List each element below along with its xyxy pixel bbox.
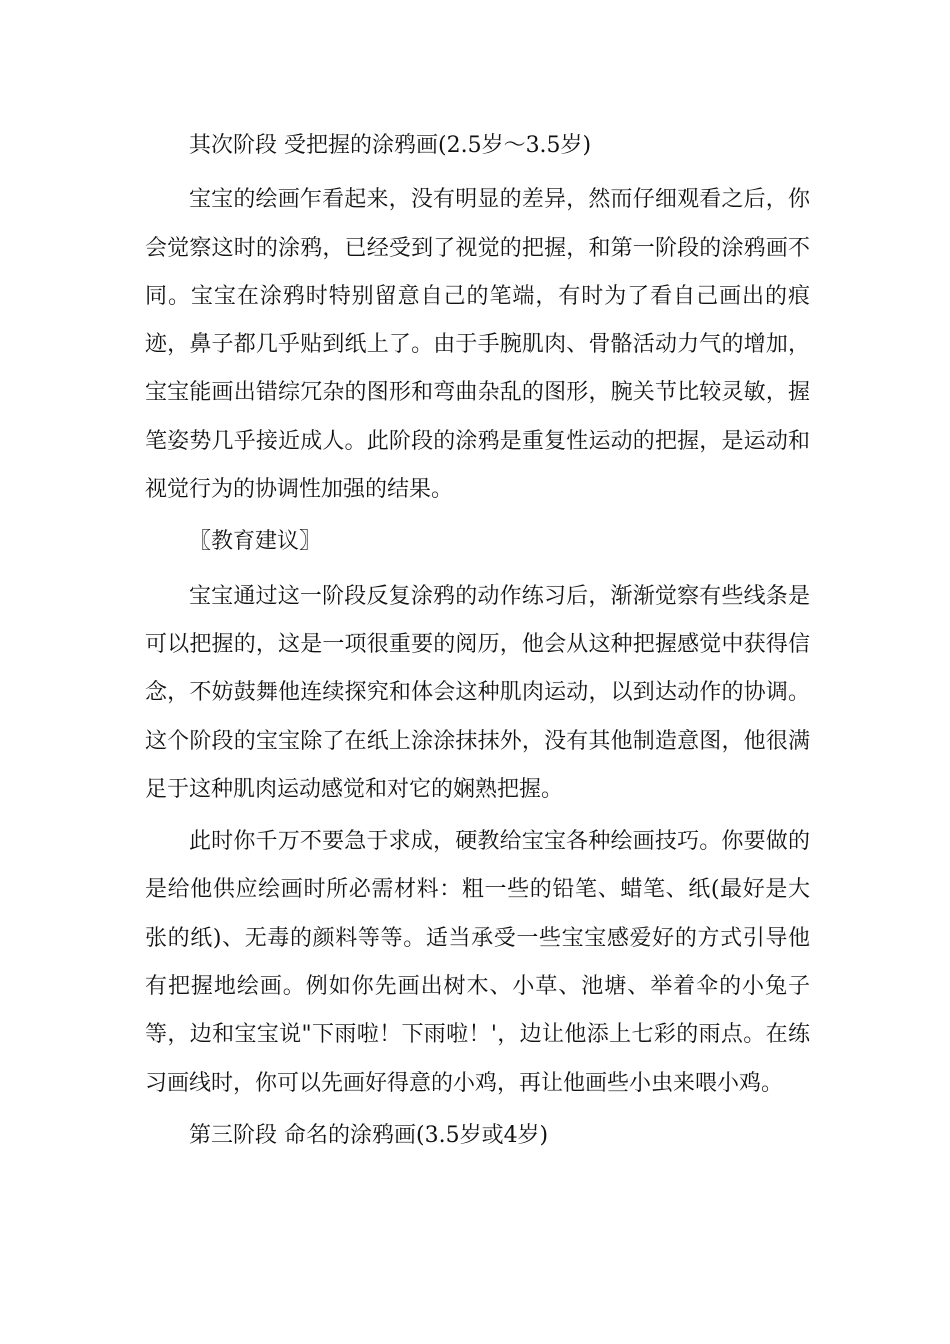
body-paragraph-advice-two: 此时你千万不要急于求成，硬教给宝宝各种绘画技巧。你要做的是给他供应绘画时所必需材料：粗一些的铅笔、蜡笔、纸(最好是大张的纸)、无毒的颜料等等。适当承受一些宝宝感爱好的方式引导他有把握地绘画。例如你先画出树木、小草、池塘、举着伞的小兔子等，边和宝宝说"下雨啦！下雨啦！'，边让他添上七彩的雨点。在练习画线时，你可以先画好得意的小鸡，再让他画些小虫来喂小鸡。 [145,829,810,1096]
education-advice-heading: 〖教育建议〗 [189,529,322,555]
body-paragraph-advice-one: 宝宝通过这一阶段反复涂鸦的动作练习后，渐渐觉察有些线条是可以把握的，这是一项很重要的阅历，他会从这种把握感觉中获得信念，不妨鼓舞他连续探究和体会这种肌肉运动，以到达动作的协调。这个阶段的宝宝除了在纸上涂涂抹抹外，没有其他制造意图，他很满足于这种肌肉运动感觉和对它的娴熟把握。 [145,583,810,802]
body-paragraph-stage-two-description: 宝宝的绘画乍看起来，没有明显的差异，然而仔细观看之后，你会觉察这时的涂鸦，已经受到了视觉的把握，和第一阶段的涂鸦画不同。宝宝在涂鸦时特别留意自己的笔端，有时为了看自己画出的痕迹，鼻子都几乎贴到纸上了。由于手腕肌肉、骨骼活动力气的增加，宝宝能画出错综冗杂的图形和弯曲杂乱的图形，腕关节比较灵敏，握笔姿势几乎接近成人。此阶段的涂鸦是重复性运动的把握，是运动和视觉行为的协调性加强的结果。 [145,187,810,503]
section-heading-stage-two: 其次阶段 受把握的涂鸦画(2.5岁～3.5岁) [189,133,592,158]
document-body [145,122,810,1166]
section-heading-stage-three: 第三阶段 命名的涂鸦画(3.5岁或4岁) [189,1122,549,1148]
